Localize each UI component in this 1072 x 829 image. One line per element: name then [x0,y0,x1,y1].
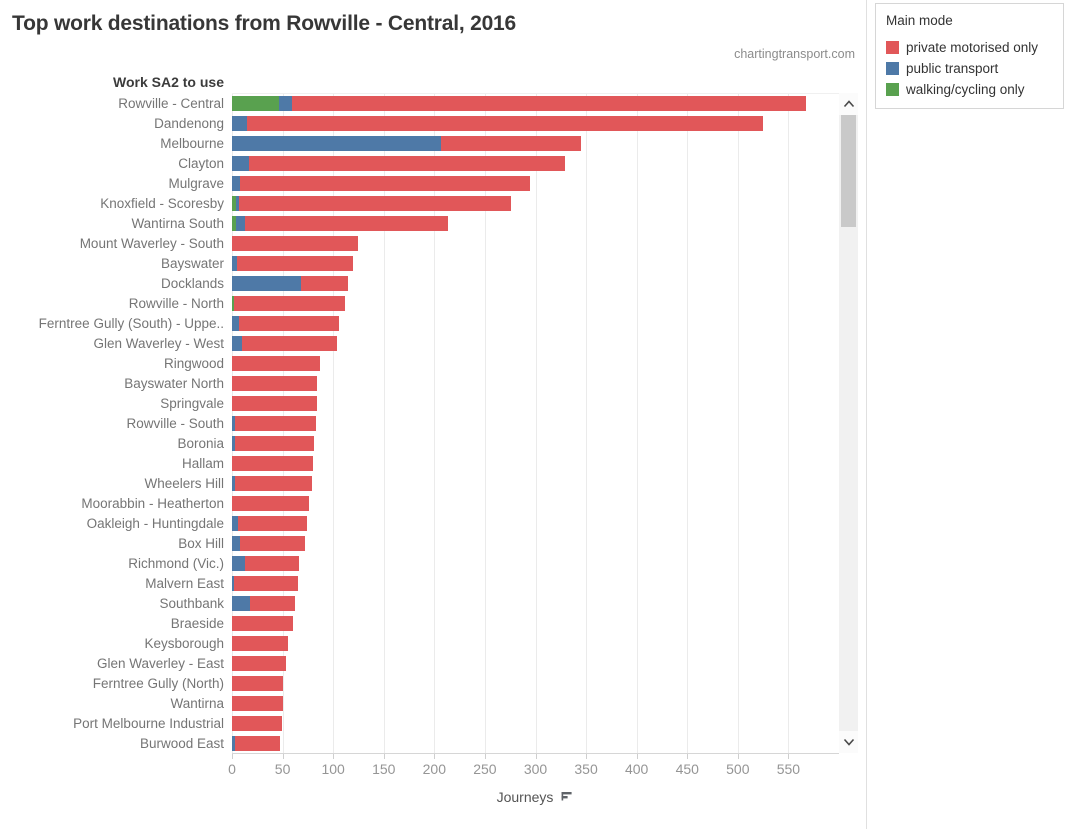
row-label[interactable]: Malvern East [145,575,224,591]
tick-label: 250 [473,761,497,777]
stacked-bar [232,456,313,471]
bar-segment[interactable] [232,556,245,571]
stacked-bar [232,416,316,431]
bar-segment[interactable] [232,396,317,411]
row-label[interactable]: Bayswater North [124,375,224,391]
bar-segment[interactable] [236,216,245,231]
tick-mark [232,754,233,759]
stacked-bar [232,596,295,611]
row-label[interactable]: Dandenong [154,115,224,131]
tick-label: 550 [776,761,801,777]
legend-swatch [886,41,899,54]
bar-segment[interactable] [235,736,280,751]
row-label[interactable]: Glen Waverley - East [96,655,224,671]
table-row [0,273,839,293]
bar-segment[interactable] [232,156,249,171]
table-row [0,373,839,393]
bar-segment[interactable] [279,96,292,111]
table-row [0,173,839,193]
row-label[interactable]: Wantirna [170,695,224,711]
scroll-down-button[interactable] [839,731,858,753]
vertical-scrollbar[interactable] [839,93,858,753]
stacked-bar [232,436,314,451]
row-label[interactable]: Rowville - South [126,415,224,431]
stacked-bar [232,316,339,331]
tick-label: 350 [574,761,598,777]
legend-label: walking/cycling only [906,82,1025,97]
tick-mark [687,754,688,759]
tick-mark [738,754,739,759]
bar-segment[interactable] [234,576,298,591]
stacked-bar [232,496,309,511]
bar-segment[interactable] [232,456,313,471]
bar-segment[interactable] [232,236,358,251]
bar-segment[interactable] [232,276,301,291]
bar-segment[interactable] [250,596,295,611]
tick-label: 150 [372,761,396,777]
stacked-bar [232,516,307,531]
table-row [0,393,839,413]
table-row [0,733,839,753]
stacked-bar [232,196,511,211]
legend-swatch [886,83,899,96]
table-row [0,133,839,153]
row-label[interactable]: Moorabbin - Heatherton [81,495,224,511]
tick-mark [536,754,537,759]
tick-mark [586,754,587,759]
bar-segment[interactable] [240,536,305,551]
tick-mark [788,754,789,759]
bar-segment[interactable] [232,536,240,551]
row-label[interactable]: Wheelers Hill [144,475,224,491]
row-label[interactable]: Ringwood [163,355,224,371]
stacked-bar [232,116,763,131]
stacked-bar [232,636,288,651]
table-row [0,493,839,513]
tick-label: 100 [321,761,345,777]
bar-segment[interactable] [232,316,239,331]
legend-panel [866,0,1072,829]
tick-label: 300 [523,761,548,777]
stacked-bar [232,716,282,731]
row-label[interactable]: Melbourne [160,135,224,151]
table-row [0,293,839,313]
stacked-bar [232,296,345,311]
row-axis-header: Work SA2 to use [113,74,224,90]
row-label[interactable]: Rowville - Central [118,95,224,111]
row-label[interactable]: Clayton [178,155,224,171]
bar-segment[interactable] [237,256,353,271]
row-label[interactable]: Burwood East [139,735,224,751]
table-row [0,233,839,253]
row-label[interactable]: Hallam [181,455,224,471]
bar-segment[interactable] [232,136,441,151]
stacked-bar [232,396,317,411]
legend-title: Main mode [886,13,953,28]
row-label[interactable]: Braeside [170,615,224,631]
tick-mark [637,754,638,759]
bar-rows [0,93,839,753]
bar-segment[interactable] [301,276,349,291]
tick-label: 50 [274,761,291,777]
stacked-bar [232,696,283,711]
table-row [0,113,839,133]
legend-item[interactable] [876,58,1063,79]
tick-mark [283,754,284,759]
stacked-bar [232,556,299,571]
stacked-bar [232,276,348,291]
table-row [0,93,839,113]
bar-segment[interactable] [232,656,286,671]
row-label[interactable]: Boronia [177,435,224,451]
sort-descending-icon[interactable] [560,789,573,805]
row-label[interactable]: Richmond (Vic.) [128,555,224,571]
stacked-bar [232,256,353,271]
stacked-bar [232,676,283,691]
stacked-bar [232,476,312,491]
bar-segment[interactable] [441,136,581,151]
chevron-up-icon [843,100,855,108]
table-row [0,413,839,433]
table-row [0,593,839,613]
legend-items [876,37,1063,100]
legend-swatch [886,62,899,75]
table-row [0,473,839,493]
tick-label: 200 [422,761,447,777]
bar-segment[interactable] [232,636,288,651]
bar-segment[interactable] [232,496,309,511]
row-label[interactable]: Bayswater [160,255,224,271]
stacked-bar [232,376,317,391]
legend-item[interactable] [876,37,1063,58]
table-row [0,693,839,713]
bar-segment[interactable] [232,616,293,631]
table-row [0,513,839,533]
stacked-bar [232,356,320,371]
row-label[interactable]: Knoxfield - Scoresby [100,195,224,211]
tick-label: 450 [675,761,699,777]
bar-segment[interactable] [235,436,314,451]
x-axis-title [497,789,574,805]
table-row [0,213,839,233]
chevron-down-icon [843,738,855,746]
bar-segment[interactable] [245,556,299,571]
stacked-bar [232,336,337,351]
row-label[interactable]: Keysborough [144,635,224,651]
bar-segment[interactable] [247,116,763,131]
row-label[interactable]: Wantirna South [131,215,224,231]
bar-segment[interactable] [232,376,317,391]
table-row [0,533,839,553]
scrollbar-thumb[interactable] [841,115,856,227]
table-row [0,313,839,333]
row-label[interactable]: Springvale [160,395,224,411]
stacked-bar [232,96,806,111]
row-label[interactable]: Rowville - North [128,295,224,311]
table-row [0,613,839,633]
stacked-bar [232,656,286,671]
tick-mark [485,754,486,759]
table-row [0,673,839,693]
bar-segment[interactable] [242,336,337,351]
stacked-bar [232,136,581,151]
stacked-bar [232,616,293,631]
bar-segment[interactable] [239,316,339,331]
tick-mark [434,754,435,759]
bar-segment[interactable] [232,356,320,371]
stacked-bar [232,736,280,751]
row-label[interactable]: Mulgrave [168,175,224,191]
table-row [0,573,839,593]
row-label[interactable]: Ferntree Gully (South) - Uppe.. [38,315,224,331]
table-row [0,713,839,733]
page-title: Top work destinations from Rowville - Central, 2016 [12,12,517,35]
stacked-bar [232,236,358,251]
stacked-bar [232,176,530,191]
bar-segment[interactable] [238,516,307,531]
table-row [0,633,839,653]
plot-area [0,93,866,753]
stacked-bar [232,156,565,171]
bar-segment[interactable] [232,116,247,131]
table-row [0,353,839,373]
table-row [0,553,839,573]
bar-segment[interactable] [292,96,806,111]
table-row [0,253,839,273]
table-row [0,433,839,453]
stacked-bar [232,216,448,231]
table-row [0,193,839,213]
stacked-bar [232,536,305,551]
bar-segment[interactable] [232,676,283,691]
row-label[interactable]: Oakleigh - Huntingdale [86,515,224,531]
tick-label: 400 [624,761,649,777]
bar-segment[interactable] [232,716,282,731]
legend-label: private motorised only [906,40,1039,55]
tick-mark [384,754,385,759]
bar-segment[interactable] [240,176,530,191]
row-label[interactable]: Mount Waverley - South [79,235,224,251]
bar-segment[interactable] [235,416,316,431]
row-label[interactable]: Glen Waverley - West [93,335,224,351]
table-row [0,333,839,353]
row-label[interactable]: Southbank [159,595,224,611]
tick-label: 0 [228,761,236,777]
x-axis-title-label: Journeys [496,789,554,805]
bar-segment[interactable] [232,336,242,351]
tick-label: 500 [726,761,750,777]
stacked-bar [232,576,298,591]
legend-label: public transport [906,61,999,76]
bar-segment[interactable] [232,176,240,191]
bar-segment[interactable] [239,196,511,211]
bar-segment[interactable] [249,156,565,171]
legend-item[interactable] [876,79,1063,100]
table-row [0,653,839,673]
bar-segment[interactable] [235,476,312,491]
row-label[interactable]: Port Melbourne Industrial [73,715,224,731]
source-attribution: chartingtransport.com [734,47,855,61]
bar-segment[interactable] [232,96,279,111]
row-label[interactable]: Box Hill [178,535,224,551]
scroll-up-button[interactable] [839,93,858,115]
bar-segment[interactable] [232,696,283,711]
bar-segment[interactable] [245,216,448,231]
row-label[interactable]: Ferntree Gully (North) [92,675,224,691]
row-label[interactable]: Docklands [160,275,224,291]
table-row [0,153,839,173]
tick-mark [333,754,334,759]
legend-card [875,3,1064,109]
bar-segment[interactable] [232,596,250,611]
table-row [0,453,839,473]
bar-segment[interactable] [234,296,345,311]
